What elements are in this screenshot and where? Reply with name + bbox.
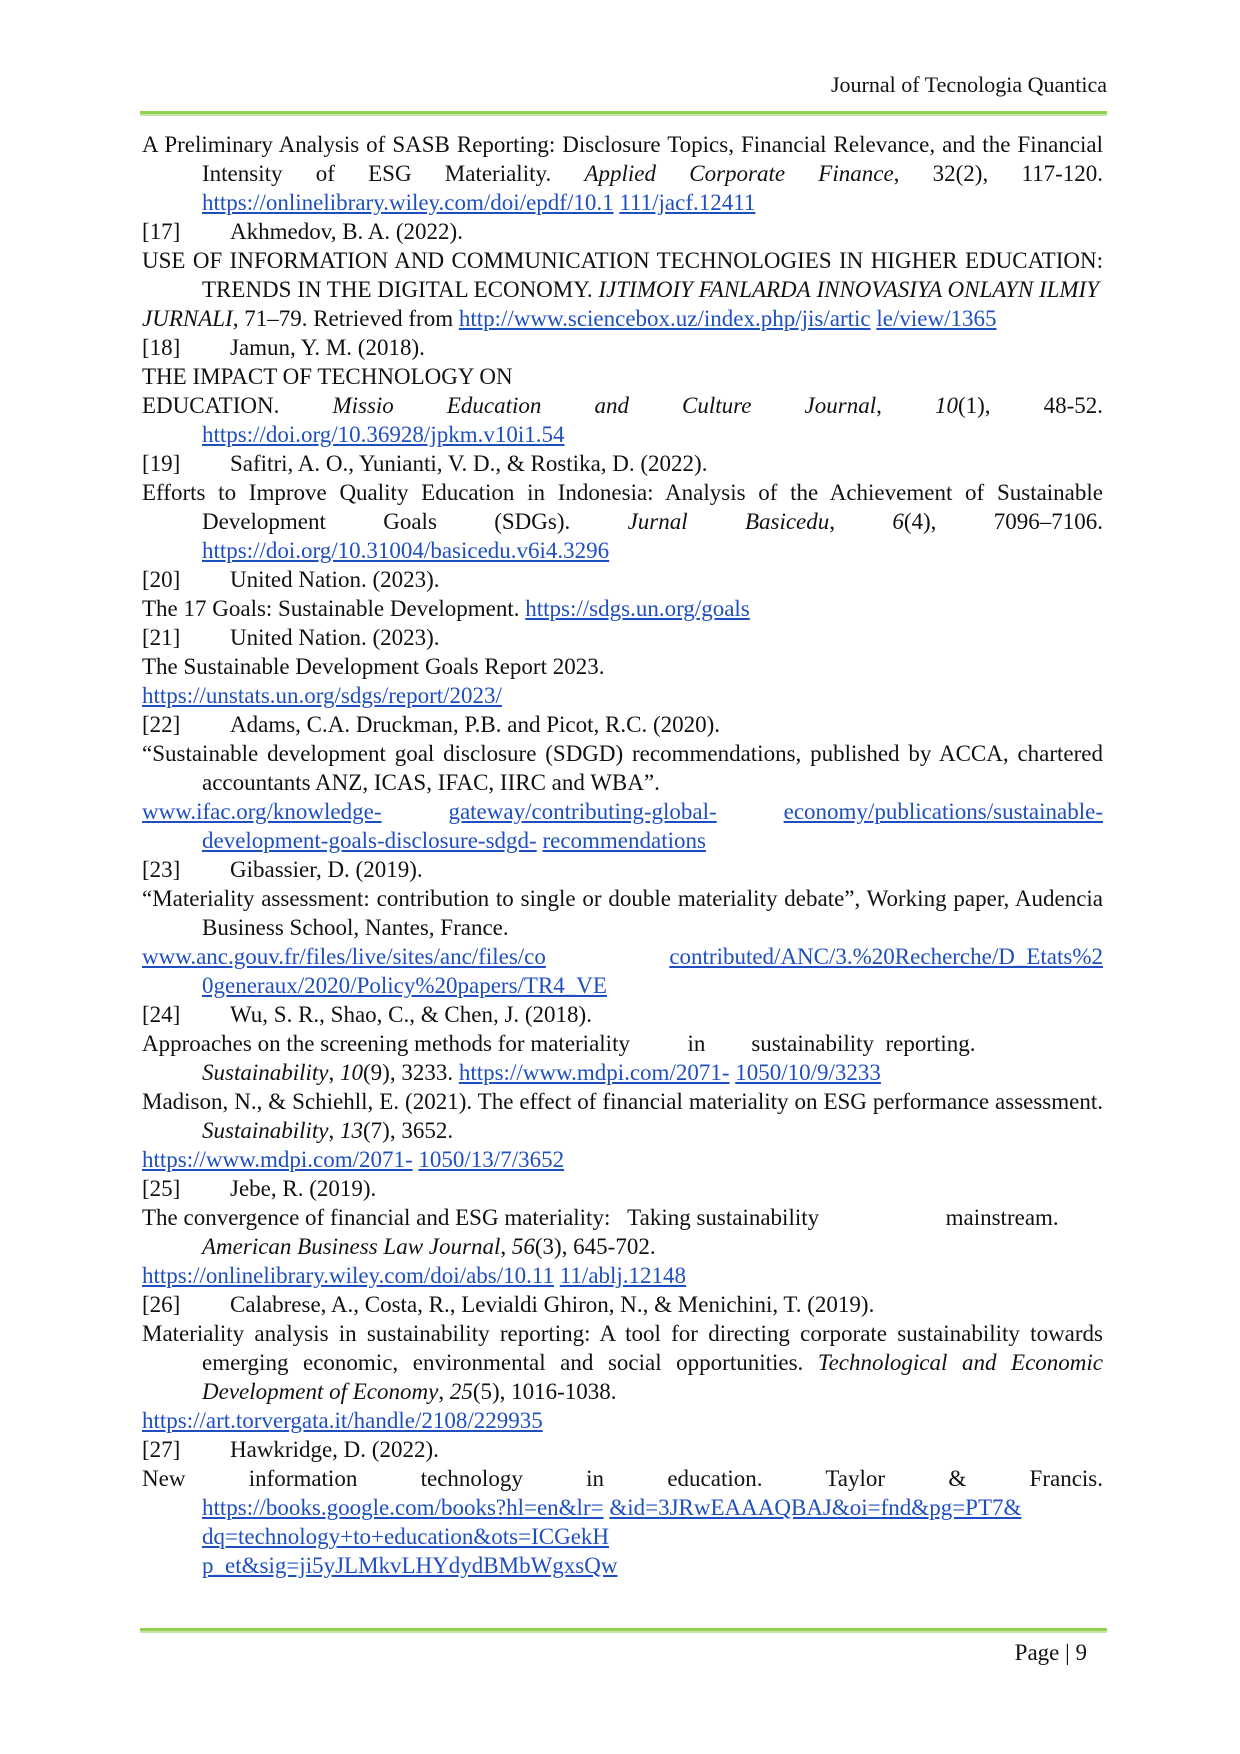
reference-19-text: Efforts to Improve Quality Education in Indonesia: Analysis of the Achievement of Sustainable Development Goals (SDGs). Jurnal Basicedu, 6(4), 7096–7106. https://doi.org/10.31004/basicedu.v6i4.3296 [142, 480, 1103, 563]
reference-21-link[interactable]: https://unstats.un.org/sdgs/report/2023/ [142, 683, 502, 708]
reference-22-link-cont[interactable]: gateway/contributing-global- [448, 799, 717, 824]
reference-20-text: The 17 Goals: Sustainable Development. https://sdgs.un.org/goals [142, 596, 750, 621]
reference-17-link-cont[interactable]: le/view/1365 [876, 306, 997, 331]
reference-number: [25] [142, 1176, 181, 1201]
reference-19-head: [19] Safitri, A. O., Yunianti, V. D., & Rostika, D. (2022). [142, 451, 708, 476]
reference-27-title: New information technology in education. Taylor & Francis. [142, 1466, 1104, 1491]
reference-number: [22] [142, 712, 181, 737]
reference-23-link-cont[interactable]: 0generaux/2020/Policy%20papers/TR4_VE [202, 973, 607, 998]
reference-26-text: Materiality analysis in sustainability reporting: A tool for directing corporate sustainability towards emerging economic, environmental and social opportunities. Technological and Economic Development of Economy, 25(5), 1016-1038. [142, 1321, 1103, 1404]
reference-number: [19] [142, 451, 181, 476]
reference-24-head: [24] Wu, S. R., Shao, C., & Chen, J. (2018). [142, 1002, 592, 1027]
reference-number: [18] [142, 335, 181, 360]
reference-20-link[interactable]: https://sdgs.un.org/goals [525, 596, 750, 621]
reference-24-extra-link[interactable]: https://www.mdpi.com/2071- [142, 1147, 413, 1172]
reference-27-url-line [142, 1493, 1103, 1580]
reference-23-url-line [142, 942, 1103, 1000]
reference-26-link[interactable]: https://art.torvergata.it/handle/2108/229935 [142, 1408, 543, 1433]
reference-25-link[interactable]: https://onlinelibrary.wiley.com/doi/abs/10.11 [142, 1263, 555, 1288]
reference-21-title: The Sustainable Development Goals Report 2023. [142, 654, 605, 679]
reference-17-text: USE OF INFORMATION AND COMMUNICATION TECHNOLOGIES IN HIGHER EDUCATION: TRENDS IN THE DIGITAL ECONOMY. IJTIMOIY FANLARDA INNOVASIYA ONLAYN ILMIY [142, 248, 1104, 302]
reference-22-url-line [142, 797, 1103, 855]
reference-17-link[interactable]: http://www.sciencebox.uz/index.php/jis/artic [458, 306, 871, 331]
reference-24-link[interactable]: https://www.mdpi.com/2071- [458, 1060, 730, 1085]
reference-21-url-line [142, 681, 1103, 710]
reference-18-head: [18] Jamun, Y. M. (2018). [142, 335, 425, 360]
reference-16-link[interactable]: https://onlinelibrary.wiley.com/doi/epdf/10.1 [202, 190, 614, 215]
reference-25-url-line [142, 1261, 1103, 1290]
reference-25-head: [25] Jebe, R. (2019). [142, 1176, 377, 1201]
reference-number: [26] [142, 1292, 181, 1317]
reference-24-extra-link-cont[interactable]: 1050/13/7/3652 [418, 1147, 565, 1172]
reference-number: [24] [142, 1002, 181, 1027]
reference-18-text: EDUCATION. Missio Education and Culture Journal, 10(1), 48-52. [142, 393, 1103, 418]
reference-list [142, 130, 1103, 1580]
reference-18-link[interactable]: https://doi.org/10.36928/jpkm.v10i1.54 [202, 422, 565, 447]
reference-number: [20] [142, 567, 181, 592]
reference-number: [21] [142, 625, 181, 650]
reference-19-link[interactable]: https://doi.org/10.31004/basicedu.v6i4.3296 [202, 538, 610, 563]
reference-23-link[interactable]: www.anc.gouv.fr/files/live/sites/anc/files/co [142, 944, 546, 969]
reference-23-link-cont[interactable]: contributed/ANC/3.%20Recherche/D_Etats%2 [669, 944, 1103, 969]
header-rule [140, 111, 1107, 114]
reference-22-link-cont[interactable]: development-goals-disclosure-sdgd- [202, 828, 537, 853]
reference-24-extra-text: Madison, N., & Schiehll, E. (2021). The effect of financial materiality on ESG performance assessment. Sustainability, 13(7), 3652. [142, 1089, 1103, 1143]
reference-22-link-cont[interactable]: economy/publications/sustainable- [783, 799, 1103, 824]
page-number: Page | 9 [1014, 1640, 1087, 1665]
reference-24-text: Approaches on the screening methods for materiality in sustainability reporting. Sustainability, 10(9), 3233. https://www.mdpi.com/2071- 1050/10/9/3233 [142, 1031, 976, 1085]
reference-22-link[interactable]: www.ifac.org/knowledge- [142, 799, 382, 824]
reference-17-head: [17] Akhmedov, B. A. (2022). [142, 219, 463, 244]
reference-16-link-cont[interactable]: 111/jacf.12411 [619, 190, 756, 215]
reference-23-title: “Materiality assessment: contribution to single or double materiality debate”, Working paper, Audencia Business School, Nantes, France. [142, 886, 1103, 940]
reference-24-extra-url-line [142, 1145, 1103, 1174]
reference-number: [17] [142, 219, 181, 244]
reference-22-head: [22] Adams, C.A. Druckman, P.B. and Picot, R.C. (2020). [142, 712, 721, 737]
reference-18-url-line [142, 420, 1103, 449]
reference-26-head: [26] Calabrese, A., Costa, R., Levialdi Ghiron, N., & Menichini, T. (2019). [142, 1292, 875, 1317]
reference-22-title: “Sustainable development goal disclosure (SDGD) recommendations, published by ACCA, chartered accountants ANZ, ICAS, IFAC, IIRC and WBA”. [142, 741, 1103, 795]
reference-23-head: [23] Gibassier, D. (2019). [142, 857, 423, 882]
reference-27-head: [27] Hawkridge, D. (2022). [142, 1437, 439, 1462]
reference-number: [27] [142, 1437, 181, 1462]
reference-25-link-cont[interactable]: 11/ablj.12148 [559, 1263, 687, 1288]
reference-26-url-line [142, 1406, 1103, 1435]
reference-24-link-cont[interactable]: 1050/10/9/3233 [735, 1060, 881, 1085]
reference-21-head: [21] United Nation. (2023). [142, 625, 440, 650]
reference-17-tail: JURNALI, 71–79. Retrieved from http://www.sciencebox.uz/index.php/jis/artic le/view/1365 [142, 306, 997, 331]
reference-27-link-cont[interactable]: &id=3JRwEAAAQBAJ&oi=fnd&pg=PT7& [609, 1495, 1022, 1520]
reference-16-text: A Preliminary Analysis of SASB Reporting: Disclosure Topics, Financial Relevance, and the Financial Intensity of ESG Materiality. Applied Corporate Finance, 32(2), 117-120. https://onlinelibrary.wiley.com/doi/epdf/10.1 111/jacf.12411 [142, 132, 1104, 215]
reference-27-link-cont[interactable]: p_et&sig=ji5yJLMkvLHYdydBMbWgxsQw [202, 1553, 618, 1578]
reference-18-title: THE IMPACT OF TECHNOLOGY ON [142, 364, 513, 389]
running-header: Journal of Tecnologia Quantica [830, 72, 1107, 97]
footer-rule [140, 1628, 1107, 1631]
reference-number: [23] [142, 857, 181, 882]
reference-27-link-cont[interactable]: dq=technology+to+education&ots=ICGekH [202, 1524, 610, 1549]
reference-22-link-cont[interactable]: recommendations [542, 828, 706, 853]
reference-27-link[interactable]: https://books.google.com/books?hl=en&lr= [202, 1495, 604, 1520]
reference-25-text: The convergence of financial and ESG materiality: Taking sustainability mainstream. American Business Law Journal, 56(3), 645-702. [142, 1205, 1059, 1259]
reference-20-head: [20] United Nation. (2023). [142, 567, 440, 592]
